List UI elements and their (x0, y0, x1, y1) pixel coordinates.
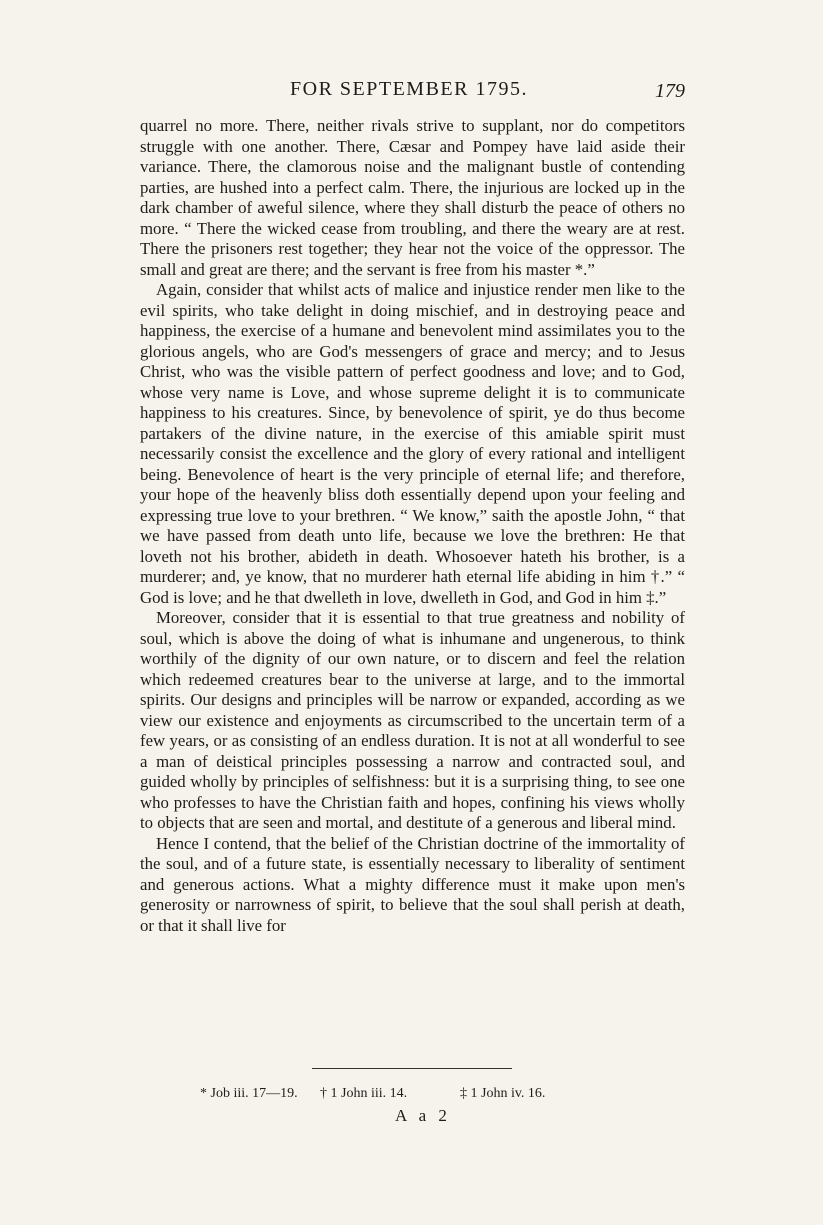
page-number: 179 (655, 80, 685, 102)
paragraph: Moreover, consider that it is essential to that true greatness and nobility of soul, which is above the doing of what is inhumane and ungenerous, to think worthily of the dignity of our own nature, or to discern and feel the relation which redeemed creatures bear to the universe at large, and to the immortal spirits. Our designs and principles will be narrow or expanded, according as we view our existence and enjoyments as circumscribed to the uncertain term of a few years, or as consisting of an endless duration. It is not at all wonderful to see a man of deistical principles possessing a narrow and contracted soul, and guided wholly by principles of selfishness: but it is a surprising thing, to see one who professes to have the Christian faith and hopes, confining his views wholly to objects that are seen and mortal, and destitute of a generous and liberal mind. (140, 608, 685, 832)
footnote-rule (312, 1068, 512, 1069)
footnote: ‡ 1 John iv. 16. (460, 1086, 546, 1101)
paragraph: Hence I contend, that the belief of the Christian doctrine of the immortality of the soul, and of a future state, is essentially necessary to liberality of sentiment and generous actions. What a mighty difference must it make upon men's generosity or narrowness of spirit, to believe that the soul shall perish at death, or that it shall live for (140, 833, 685, 935)
body-text (140, 116, 685, 936)
footnote: * Job iii. 17—19. (200, 1086, 298, 1101)
paragraph: Again, consider that whilst acts of malice and injustice render men like to the evil spirits, who take delight in doing mischief, and in destroying peace and happiness, the exercise of a humane and benevolent mind assimilates you to the glorious angels, who are God's messengers of grace and mercy; and to Jesus Christ, who was the visible pattern of perfect goodness and love; and to God, whose very name is Love, and whose supreme delight it is to communicate happiness to his creatures. Since, by benevolence of spirit, ye do thus become partakers of the divine nature, in the exercise of this amiable spirit must necessarily consist the excellence and the glory of every rational and intelligent being. Benevolence of heart is the very principle of eternal life; and therefore, your hope of the heavenly bliss doth essentially depend upon your feeling and expressing true love to your brethren. “ We know,” saith the apostle John, “ that we have passed from death unto life, because we love the brethren: He that loveth not his brother, abideth in death. Whosoever hateth his brother, is a murderer; and, ye know, that no murderer hath eternal life abiding in him †.” “ God is love; and he that dwelleth in love, dwelleth in God, and God in him ‡.” (140, 280, 685, 607)
paragraph-continuation: quarrel no more. There, neither rivals strive to supplant, nor do competitors struggle with one another. There, Cæsar and Pompey have laid aside their variance. There, the clamorous noise and the malignant bustle of contending parties, are hushed into a perfect calm. There, the injurious are locked up in the dark chamber of aweful silence, where they shall disturb the peace of others no more. “ There the wicked cease from troubling, and there the weary are at rest. There the prisoners rest together; they hear not the voice of the oppressor. The small and great are there; and the servant is free from his master *.” (140, 116, 685, 279)
footnote: † 1 John iii. 14. (320, 1086, 408, 1101)
running-title: FOR SEPTEMBER 1795. (290, 78, 528, 100)
page-header (140, 76, 685, 106)
signature-mark: A a 2 (395, 1106, 451, 1125)
footnotes (200, 1086, 680, 1106)
